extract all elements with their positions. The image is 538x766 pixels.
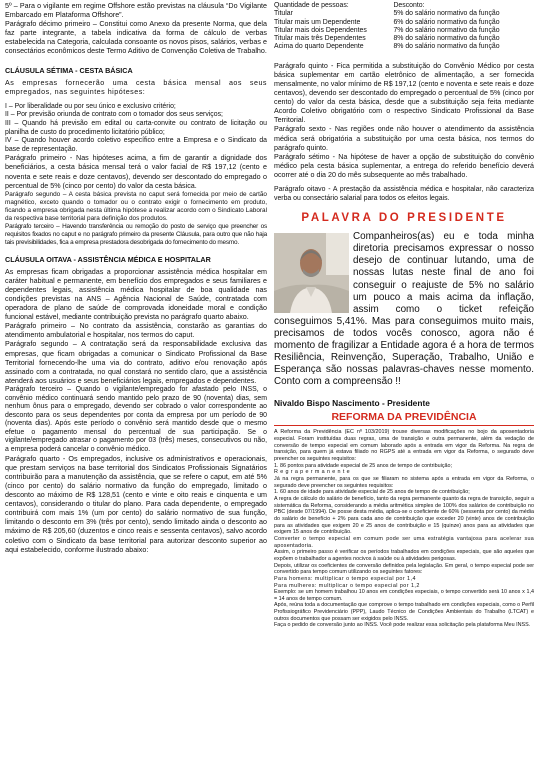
table-cell: Acima do quarto Dependente: [274, 43, 364, 51]
paragraph-sexto: Parágrafo sexto - Nas regiões onde não houver o atendimento da assistência médica será obrigatória a substituição por uma cesta básica, nos termos do parágrafo quinto.: [274, 125, 534, 152]
reforma-paragraph: Faça o pedido de conversão junto ao INSS. Você pode realizar essa solicitação pela plataforma Meu INSS.: [274, 622, 531, 629]
table-cell: Titular mais três Dependentes: [274, 35, 366, 43]
table-header-row: [274, 2, 530, 10]
table-header-cell: Desconto:: [393, 2, 425, 9]
table-row: [274, 10, 530, 18]
clause-7-paragraph-2: Parágrafo segundo – A cesta básica prevista no caput será fornecida por meio de cartão magnético, exceto quando o tomador ou o contrato exigir o fornecimento em produto, ficando a empresa obrigada nesta última hipótese a realizar acordo com o Sindicato Laboral da respectiva base territorial para definição dos produtos.: [5, 190, 267, 222]
paragraph-decimo-primeiro: Parágrafo décimo primeiro – Constitui como Anexo da presente Norma, que dela faz parte integrante, a tabela indicativa da forma de cálculo de verbas estabelecida na Categoria, calculada consoante os novos pisos, salários, verbas e consectários econômicos deste Termo Aditivo de Convenção Coletiva de Trabalho.: [5, 20, 267, 56]
reforma-paragraph: Após, reúna toda a documentação que comprove o tempo trabalhado em condições especiais, como o Perfil Profissiográfico Previdenciário (PPP), Laudo Técnico de Condições Ambientais do Trabalho (LTCAT) e outros documentos que possam ser exigidos pelo INSS.: [274, 602, 534, 622]
clause-7-item-iv: IV – Quando houver acordo coletivo específico entre a Empresa e o Sindicato da base de representação.: [5, 137, 267, 153]
clause-8-paragraph-3: Parágrafo terceiro – Quando o vigilante/empregado for afastado pelo INSS, o convênio médico continuará sendo mantido pelo prazo de 90 (noventa) dias, sem nenhum ônus para o empregado, devendo ser cobrado o valor correspondente ao desconto para os seus dependentes por conta da empresa por um período de 90 (noventa dias). Após este período o convênio será mantido desde que o mesmo efetue o pagamento mensal do percentual de sua participação. Se o vigilante/empregado atrasar o pagamento por 03 (três) meses, consecutivos ou não, a empresa poderá cancelar o convênio médico.: [5, 385, 267, 454]
clause-7-paragraph-1: Parágrafo primeiro - Nas hipóteses acima, a fim de garantir a dignidade dos beneficiários, a cesta básica mensal terá o valor facial de R$ 197,12 (cento e noventa e sete reais e doze centavos), devendo ser descontado do empregado o percentual de 5% (cinco por cento) do valor da cesta básica.: [5, 154, 267, 190]
reforma-paragraph: Exemplo: se um homem trabalhou 10 anos em condições especiais, o tempo convertido será 10 anos x 1,4 = 14 anos de tempo comum.: [274, 589, 534, 602]
reforma-title: REFORMA DA PREVIDÊNCIA: [331, 411, 477, 424]
reforma-paragraph: Já na regra permanente, para os que se filiaram no sistema após a entrada em vigor da Reforma, o segurado deve preencher os seguintes requisitos:: [274, 476, 534, 489]
reforma-paragraph: Para homens: multiplicar o tempo especial por 1,4: [274, 575, 416, 582]
reforma-paragraph: Converter o tempo especial em comum pode ser uma estratégia vantajosa para acelerar sua aposentadoria.: [274, 535, 534, 549]
clause-7-item-i: I – Por liberalidade ou por seu único e exclusivo critério;: [5, 102, 176, 110]
table-cell: Titular: [274, 10, 293, 18]
palavra-title: PALAVRA DO PRESIDENTE: [301, 212, 507, 225]
table-cell: 8% do salário normativo da função: [393, 43, 500, 51]
clause-8-intro: As empresas ficam obrigadas a proporcionar assistência médica hospitalar em caráter habitual e permanente, em benefício dos empregados e seus familiares e dependentes legais, assistência médica hospitalar de boa qualidade nas condições previstas na ANS – Agência Nacional de Saúde, contratada com operadora de plano de saúde de comprovada idoneidade moral e condição funcional estável, mediante contribuição prevista no parágrafo quarto abaixo.: [5, 267, 267, 322]
table-cell: 6% do salário normativo da função: [393, 18, 500, 26]
table-row: [274, 43, 530, 51]
reforma-subheading: R e g r a p e r m a n e n t e: [274, 469, 351, 476]
reforma-paragraph: Depois, utilizar os coeficientes de conversão definidos pela legislação. Em geral, o tempo especial pode ser convertido para tempo comum utilizando os seguintes fatores:: [274, 562, 534, 576]
clause-7-paragraph-3: Parágrafo terceiro – Havendo transferência ou remoção do posto de serviço que preencher os requisitos fixados no caput e no parágrafo primeiro da presente Cláusula, para outro que não haja tais previsibilidades, fica a empresa prestadora desobrigada do fornecimento do mesmo.: [5, 222, 267, 246]
clause-7-item-iii: III – Quando há previsão em edital ou carta-convite ou contrato de licitação ou planilha de custo do procedimento licitatório público;: [5, 119, 267, 136]
clause-8-heading: CLÁUSULA OITAVA - ASSISTÊNCIA MÉDICA E HOSPITALAR: [5, 254, 211, 264]
clause-8-paragraph-4: Parágrafo quarto - Os empregados, inclusive os administrativos e operacionais, que prestam serviços na base territorial dos Sindicatos Profissionais Signatários contribuirão para a manutenção da assistência, que se refere o caput, em até 5% (cinco por cento) do salário normativo da função do empregado, limitado o desconto ao máximo de R$ 128,51 (cento e vinte e oito reais e cinquenta e um centavos), considerando o titular do plano. Para cada dependente, o empregado contribuirá com mais 1% (um por cento) do salário normativo de sua função, limitando o desconto em 3% (três por cento), sendo limitado ainda o desconto ao máximo de R$ 205,60 (duzentos e cinco reais e sessenta centavos), salvo acordo coletivo com o Sindicato da base territorial para autorizar desconto superior ao aqui estabelecido, conforme ilustrado abaixo:: [5, 454, 267, 554]
president-photo-image: [274, 233, 349, 313]
clause-7-intro: As empresas fornecerão uma cesta básica mensal aos seus empregados, nas seguintes hipóteses:: [5, 78, 267, 96]
clause-8-paragraph-2: Parágrafo segundo – A contratação será da responsabilidade exclusiva das empresas, que ficam obrigadas a comunicar o Sindicato Profissional da Base Territorial fornecendo-lhe uma via do contrato, aditivo e/ou renovação após assinado com a contratada, no qual constará no sentido claro, que a assistência atenderá aos usuários e seus beneficiários legais, empregados e dependentes.: [5, 340, 267, 385]
discount-table: [274, 2, 530, 52]
reforma-divider: [274, 425, 534, 426]
table-header-cell: Quantidade de pessoas:: [274, 2, 349, 9]
table-row: [274, 35, 530, 43]
table-row: [274, 19, 530, 27]
table-cell: 8% do salário normativo da função: [393, 35, 500, 43]
table-cell: 7% do salário normativo da função: [393, 26, 500, 34]
clause-7-item-ii: II – Por previsão oriunda de contrato com o tomador dos seus serviços;: [5, 111, 223, 119]
left-column: [5, 0, 267, 555]
clause-7-heading: CLÁUSULA SÉTIMA - CESTA BÁSICA: [5, 65, 133, 75]
paragraph-quinto: Parágrafo quinto - Fica permitida a substituição do Convênio Médico por cesta básica suplementar em cartão eletrônico de alimentação, a ser fornecida mensalmente, no valor mínimo de R$ 197,12 (cento e noventa e sete reais e doze centavos), devendo ser descontado do empregado o percentual de 5% (cinco por cento) do valor da cesta básica, desde que a substituição seja feita mediante Acordo Coletivo obrigatório com o respectivo Sindicato Profissional da Base Territorial.: [274, 61, 534, 125]
reforma-paragraph: A Reforma da Previdência (EC nº 103/2019) trouxe diversas modificações no bojo da aposentadoria especial. Foram instituídas duas regras, uma de transição e outra permanente, além da vedação de conversão de tempo especial em comum laborado após a entrada em vigor da Reforma. Na regra de transição, para quem já estava filiado no RGPS até a entrada em vigor da Reforma, o segurado deve preencher os seguintes requisitos:: [274, 429, 534, 463]
table-cell: Titular mais dois Dependentes: [274, 26, 367, 34]
reforma-paragraph: A regra de cálculo do salário de benefício, tanto da regra permanente quanto da regra de transição, seguir a sistemática da Reforma, considerando a média aritmética simples de 100% dos salários de contribuição no PBC (desde 07/1994). De posse desta média, aplica-se o coeficiente de 60% (sessenta por cento) da média do salário de benefício + 2% para cada ano de contribuição que exceder 20 (vinte) anos de contribuição para as atividades que exigem 20 e 25 anos de contribuição e 15 (quinze) anos para as atividades que exigem 15 anos de contribuição.: [274, 495, 534, 536]
intro-paragraph: 5º – Para o vigilante em regime Offshore estão previstas na cláusula “Do Vigilante Embarcado em Plataforma Offshore”.: [5, 2, 267, 20]
palavra-text: Companheiros(as) eu e toda minha diretoria precisamos expressar o nosso desejo de continuar lutando, uma de nossas lutas neste final de ano foi conseguir o reajuste de 5% no salário um pouco a mais acima da inflação, assim como o ticket refeição conseguimos 5,41%. Mas para conseguimos muito mais, precisamos de todos vocês conosco, agora não é momento de fragilizar a Entidade agora é a hora de termos Resiliência, Reinvenção, Superação, Trabalho, União e Esperança são nossas palavras-chaves nesse momento. Conto com a compreensão !!: [274, 231, 534, 388]
reforma-paragraph: 1. 86 pontos para atividade especial de 25 anos de tempo de contribuição;: [274, 462, 453, 469]
table-cell: 5% do salário normativo da função: [393, 10, 500, 18]
paragraph-oitavo: Parágrafo oitavo - A prestação da assistência médica e hospitalar, não caracteriza verba ou consectário salarial para todos os efeitos legais.: [274, 186, 534, 202]
clause-8-paragraph-1: Parágrafo primeiro – No contrato da assistência, constarão as garantias do atendimento ambulatorial e hospitalar, nos termos do caput.: [5, 322, 267, 340]
paragraph-setimo: Parágrafo sétimo - Na hipótese de haver a opção de substituição do convênio médico pela cesta básica suplementar, a entrega do referido benefício deverá ocorrer até o dia 20 do mês subsequente ao mês trabalhado.: [274, 152, 534, 179]
right-column: [274, 0, 534, 629]
president-photo: [274, 233, 349, 313]
reforma-paragraph: 1. 60 anos de idade para atividade especial de 25 anos de tempo de contribuição;: [274, 489, 470, 496]
palavra-section: [274, 231, 534, 388]
president-signature: Nivaldo Bispo Nascimento - Presidente: [274, 398, 430, 409]
reforma-paragraph: Para mulheres: multiplicar o tempo especial por 1,2: [274, 582, 420, 589]
table-cell: Titular mais um Dependente: [274, 18, 361, 26]
reforma-paragraph: Assim, o primeiro passo é verificar os períodos trabalhados em condições especiais, que são aqueles que expõem o trabalhador a agentes nocivos à saúde ou à atividades perigosas.: [274, 549, 534, 562]
table-row: [274, 27, 530, 35]
